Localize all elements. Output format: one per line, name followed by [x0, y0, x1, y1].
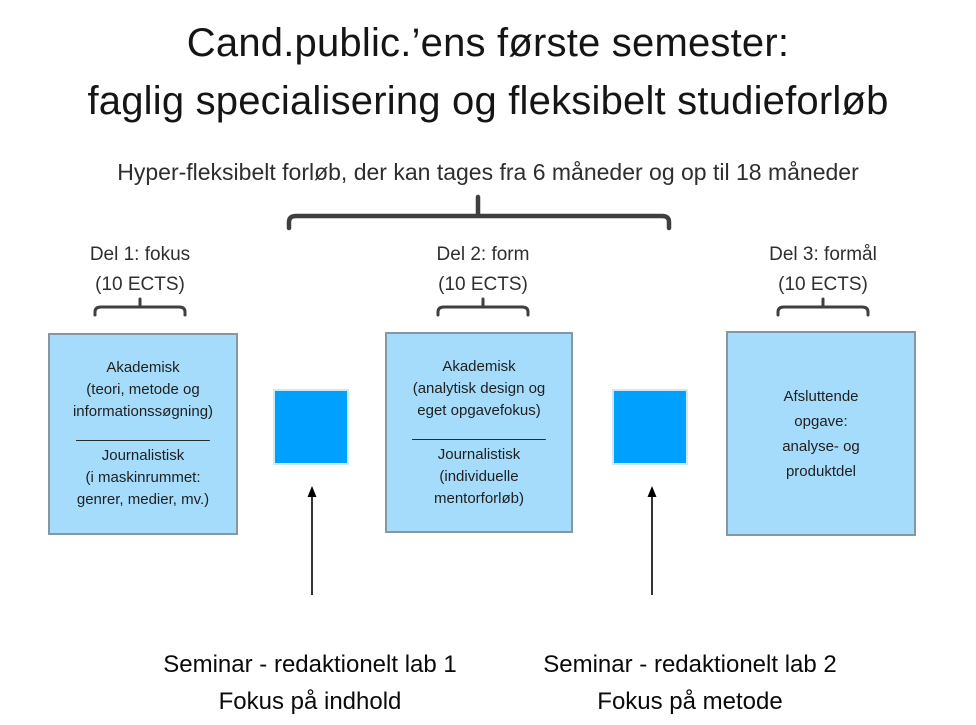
box2-line: Akademisk [442, 357, 516, 375]
seminar1-line-2: Fokus på indhold [218, 688, 402, 715]
top-brace-path [289, 197, 669, 228]
box1-line: informationssøgning) [72, 403, 214, 420]
top-brace-icon [285, 192, 673, 232]
del1-bracket-icon [92, 297, 188, 317]
del2-label-line-1: Del 2: form [436, 244, 530, 265]
box1-line: Akademisk [106, 359, 180, 376]
arrow-up-icon-2 [644, 486, 660, 596]
del1-label [40, 240, 240, 300]
del1-label-line-1: Del 1: fokus [89, 244, 191, 265]
del3-label-line-2: (10 ECTS) [778, 274, 868, 295]
del2-bracket-path [438, 299, 528, 315]
seminar1-line-1: Seminar - redaktionelt lab 1 [163, 651, 457, 678]
page-title [0, 14, 976, 130]
box2-line: Journalistisk [437, 445, 521, 463]
box2-line: (analytisk design og [412, 379, 546, 397]
del2-label [383, 240, 583, 300]
seminar-label-1 [108, 646, 512, 720]
course-box-del1 [48, 333, 238, 535]
del3-label-line-1: Del 3: formål [769, 244, 877, 265]
seminar-square-2 [612, 389, 688, 465]
box1-line: Journalistisk [101, 447, 185, 464]
seminar-square-1 [273, 389, 349, 465]
del1-label-line-2: (10 ECTS) [95, 274, 185, 295]
del3-label [723, 240, 923, 300]
seminar2-line-1: Seminar - redaktionelt lab 2 [543, 651, 837, 678]
del2-bracket-icon [435, 297, 531, 317]
del3-bracket-icon [775, 297, 871, 317]
box3-line: Afsluttende [783, 387, 859, 405]
del2-label-line-2: (10 ECTS) [438, 274, 528, 295]
box2-divider: ________________ [412, 423, 546, 441]
seminar-label-2 [488, 646, 892, 720]
seminar-square-1-rect [274, 390, 348, 464]
title-line-1: Cand.public.’ens første semester: [186, 21, 790, 65]
box3-line: opgave: [794, 412, 848, 430]
box1-divider: ________________ [76, 425, 210, 442]
box1-line: genrer, medier, mv.) [76, 491, 210, 508]
seminar2-line-2: Fokus på metode [597, 688, 783, 715]
box1-line: (i maskinrummet: [85, 469, 201, 486]
box3-line: produktdel [785, 462, 857, 480]
del3-bracket-path [778, 299, 868, 315]
box1-line: (teori, metode og [86, 381, 200, 398]
seminar-square-2-rect [613, 390, 687, 464]
arrow-up-icon-1 [304, 486, 320, 596]
course-box-del3 [726, 331, 916, 536]
box3-line: analyse- og [782, 437, 860, 455]
title-line-2: faglig specialisering og fleksibelt studieforløb [87, 79, 889, 123]
del1-bracket-path [95, 299, 185, 315]
box2-line: mentorforløb) [433, 489, 525, 507]
box2-line: (individuelle [439, 467, 519, 485]
box2-line: eget opgavefokus) [417, 401, 541, 419]
arrow1-head [308, 486, 317, 497]
course-box-del2 [385, 332, 573, 533]
subtitle: Hyper-fleksibelt forløb, der kan tages fra 6 måneder og op til 18 måneder [117, 159, 859, 185]
arrow2-head [648, 486, 657, 497]
